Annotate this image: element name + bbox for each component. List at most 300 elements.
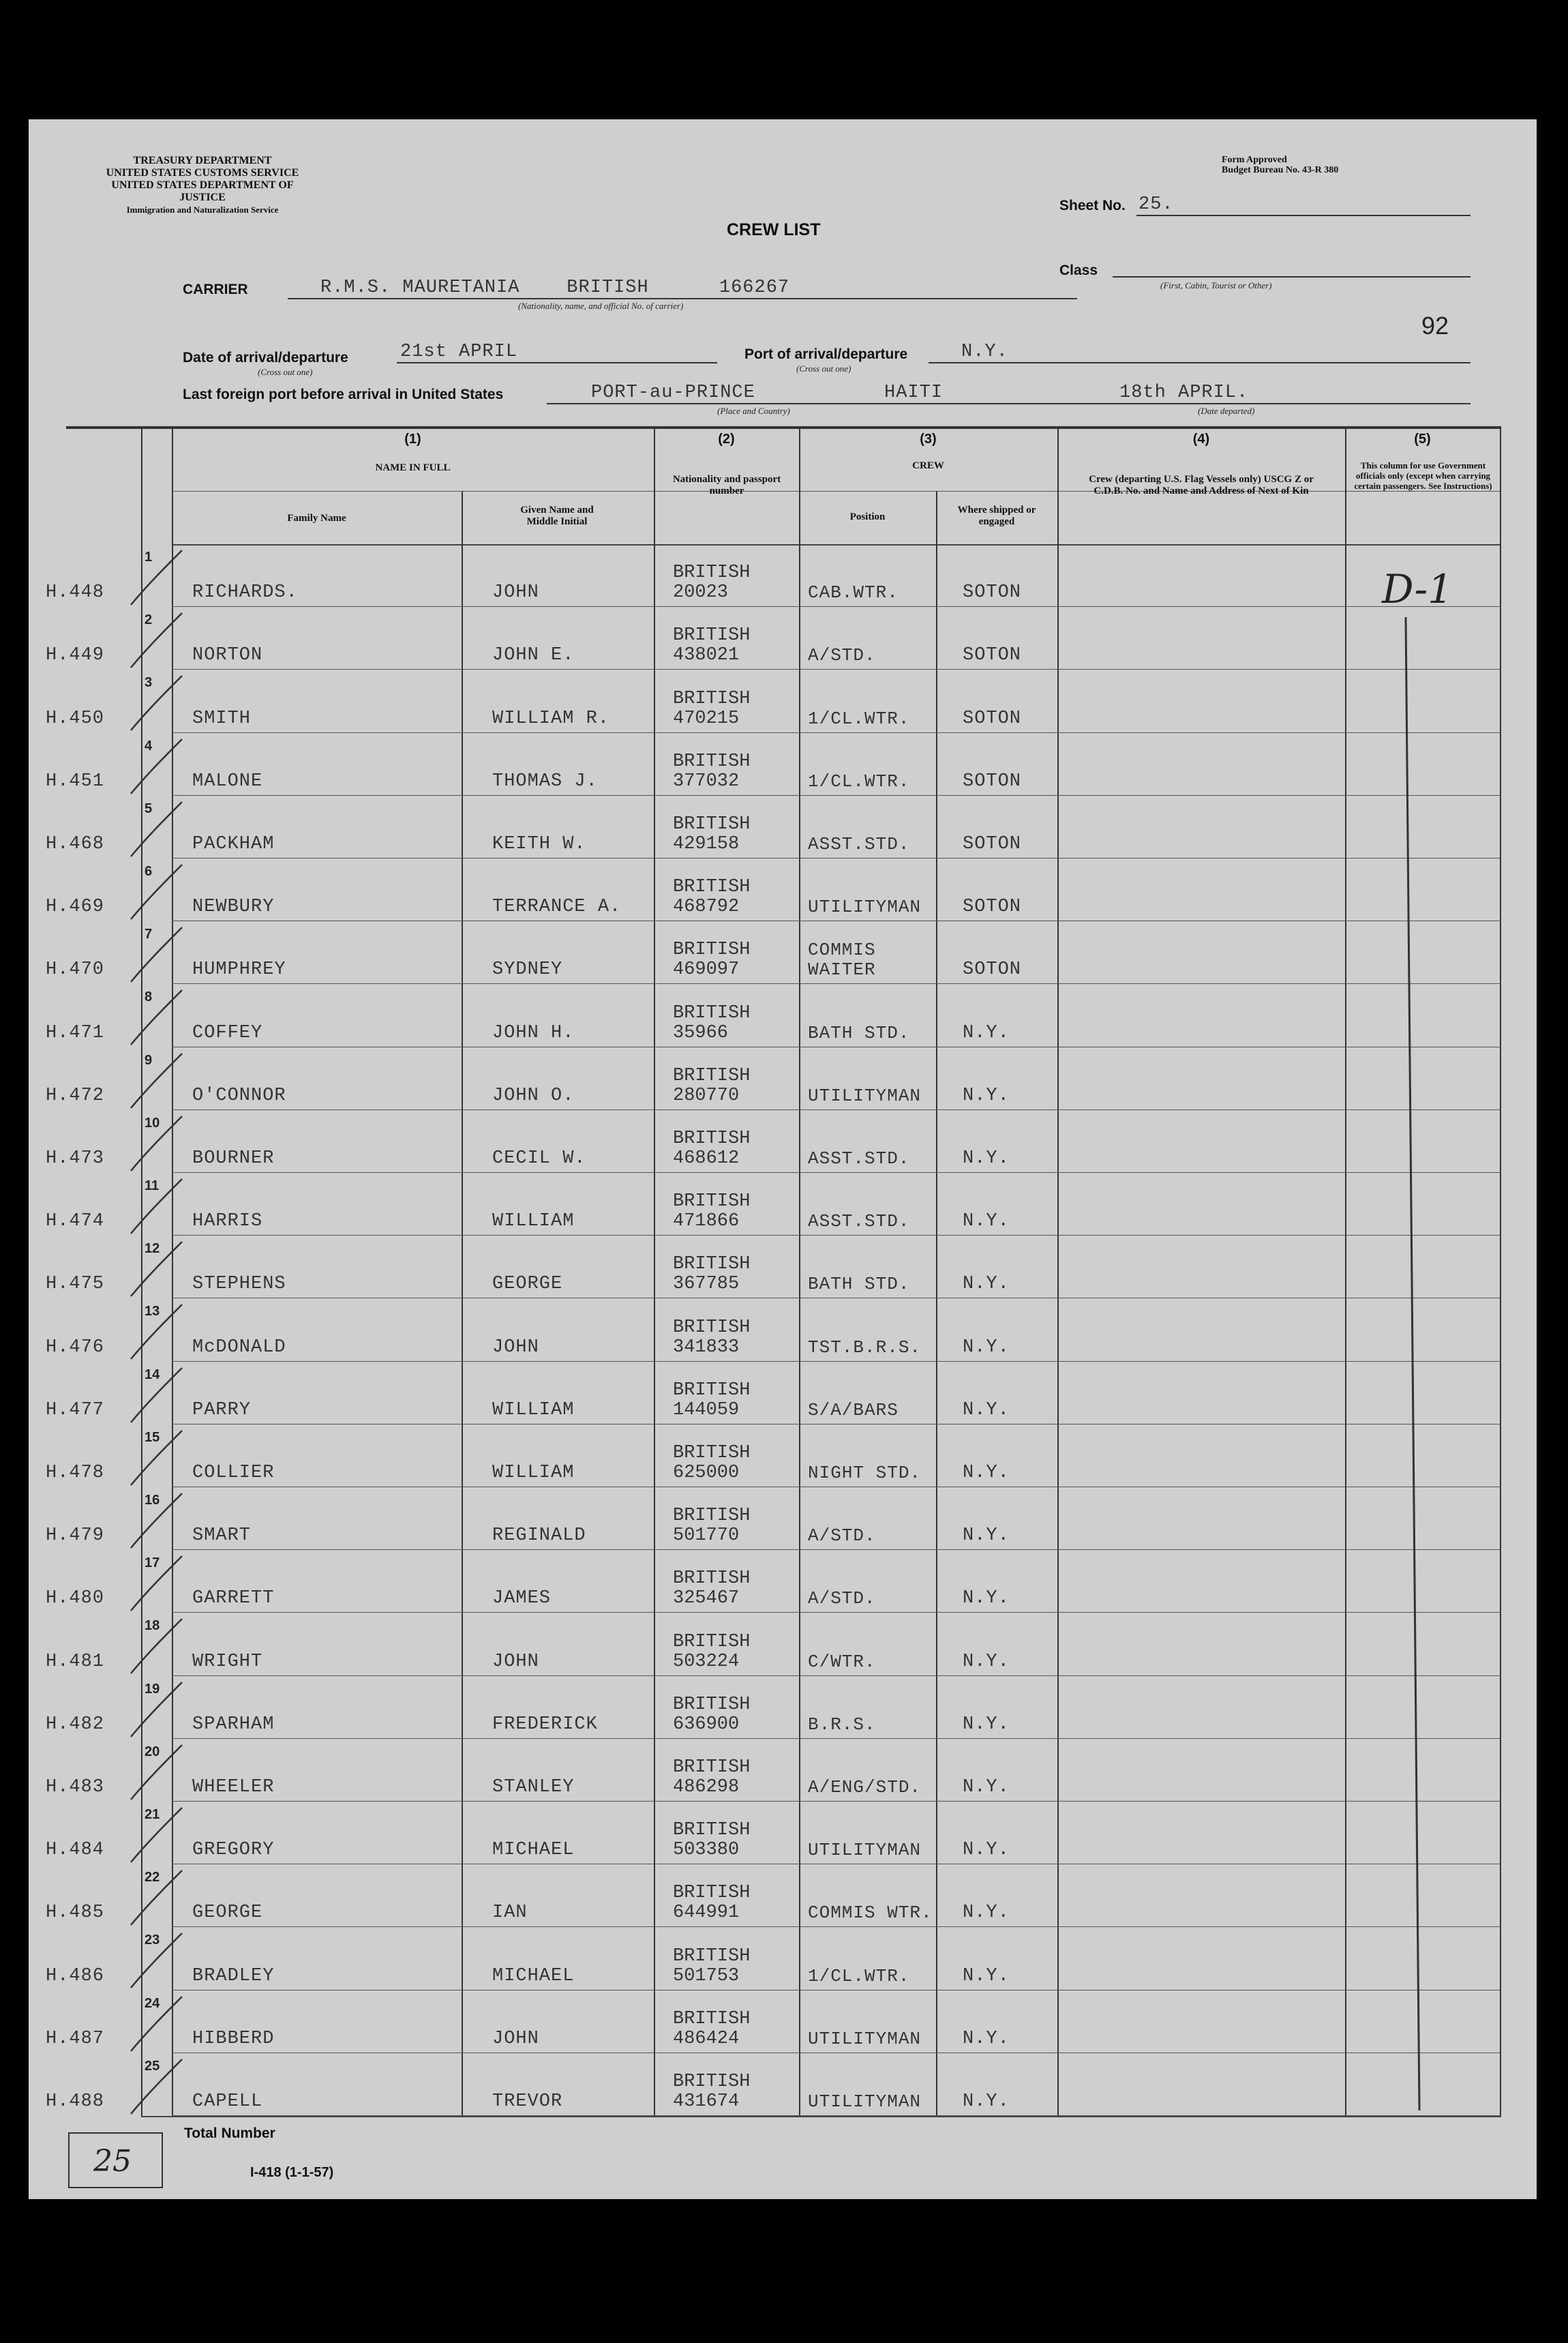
nationality-passport (673, 1695, 750, 1735)
table-bottom-rule (141, 2116, 1501, 2117)
position: A/STD. (808, 1525, 876, 1547)
nationality-passport (673, 1883, 750, 1923)
check-mark-icon (124, 1301, 192, 1362)
family-name: GEORGE (192, 1902, 263, 1924)
nationality: BRITISH (673, 1568, 751, 1590)
check-mark-icon (124, 1742, 192, 1803)
nationality-passport (673, 1569, 750, 1609)
ref-number: H.471 (46, 1022, 105, 1043)
nationality: BRITISH (673, 563, 751, 584)
check-mark-icon (124, 1804, 192, 1866)
nationality-passport (673, 563, 750, 603)
ref-number: H.484 (46, 1840, 105, 1861)
table-top-rule (66, 426, 1501, 429)
passport-number: 625000 (673, 1462, 740, 1483)
check-mark-icon (124, 1238, 192, 1300)
position: COMMIS WAITER (808, 940, 876, 981)
position: C/WTR. (808, 1651, 876, 1672)
family-name: GARRETT (192, 1588, 275, 1609)
given-name: JOHN E. (492, 645, 575, 666)
dept-line: Immigration and Naturalization Service (126, 205, 279, 215)
given-name: WILLIAM (492, 1399, 575, 1420)
crew-header: CREW (912, 460, 944, 471)
passport-number: 341833 (673, 1337, 740, 1358)
ref-number: H.451 (46, 771, 105, 792)
position-header: Position (849, 511, 886, 522)
nationality-passport (673, 1632, 750, 1672)
passport-number: 644991 (673, 1902, 740, 1924)
ref-number: H.486 (46, 1965, 105, 1986)
shipped-header: Where shipped or engaged (957, 505, 1036, 527)
given-name: JAMES (492, 1588, 552, 1609)
nationality: BRITISH (673, 2008, 751, 2029)
gov-header: This column for use Government officials only (except when carrying certain passengers. See Instructions) (1354, 460, 1492, 491)
table-row (29, 1173, 1537, 1236)
ref-number: H.468 (46, 833, 105, 854)
given-name: TERRANCE A. (492, 897, 622, 918)
nationality-header: Nationality and passport number (672, 474, 781, 496)
check-mark-icon (124, 799, 192, 860)
given-name: JOHN (492, 1651, 539, 1672)
shipped-port: N.Y. (963, 1902, 1010, 1924)
given-name: MICHAEL (492, 1965, 575, 1986)
check-mark-icon (124, 1993, 192, 2055)
table-row (29, 1110, 1537, 1173)
family-name: WRIGHT (192, 1651, 263, 1672)
row-number: 15 (145, 1429, 160, 1445)
nationality: BRITISH (673, 1757, 751, 1778)
dept-line: UNITED STATES DEPARTMENT OF JUSTICE (111, 179, 294, 203)
row-number: 8 (145, 989, 153, 1005)
shipped-port: N.Y. (963, 1337, 1010, 1358)
shipped-port: N.Y. (963, 1776, 1010, 1797)
col4-number: (4) (1192, 432, 1210, 447)
form-approved (1222, 155, 1426, 175)
shipped-port: SOTON (963, 708, 1022, 729)
check-mark-icon (124, 2056, 192, 2117)
total-number-box (68, 2132, 163, 2188)
check-mark-icon (124, 987, 192, 1048)
check-mark-icon (124, 924, 192, 985)
nationality: BRITISH (673, 1945, 751, 1967)
row-number: 9 (145, 1052, 153, 1068)
row-number: 7 (145, 927, 153, 942)
arrival-label: Date of arrival/departure (183, 350, 348, 365)
nationality-passport (673, 1947, 750, 1986)
position: S/A/BARS (808, 1399, 899, 1420)
table-row (29, 733, 1537, 796)
nationality-passport (673, 940, 750, 980)
nationality-passport (673, 1506, 750, 1546)
row-number: 25 (145, 2058, 160, 2074)
total-number-value: 25 (93, 2144, 132, 2179)
family-name: SMITH (192, 708, 252, 729)
passport-number: 144059 (673, 1399, 740, 1420)
given-name: MICHAEL (492, 1840, 575, 1861)
family-name: PARRY (192, 1399, 252, 1420)
nationality: BRITISH (673, 1883, 751, 1904)
department-heading (104, 155, 301, 216)
class-underline (1113, 276, 1471, 278)
passport-number: 503380 (673, 1840, 740, 1861)
position: A/STD. (808, 1588, 876, 1609)
family-name: BOURNER (192, 1148, 275, 1169)
passport-number: 486298 (673, 1776, 740, 1797)
family-name: McDONALD (192, 1337, 286, 1358)
carrier-underline (288, 298, 1077, 299)
nationality: BRITISH (673, 1254, 751, 1275)
row-number: 11 (145, 1178, 160, 1193)
shipped-port: N.Y. (963, 1399, 1010, 1420)
shipped-port: N.Y. (963, 1525, 1010, 1547)
row-number: 12 (145, 1241, 160, 1257)
position: UTILITYMAN (808, 2091, 922, 2112)
shipped-port: N.Y. (963, 2028, 1010, 2049)
ref-number: H.473 (46, 1148, 105, 1169)
table-row (29, 1864, 1537, 1927)
sheet-value: 25. (1139, 194, 1174, 215)
nationality-passport (673, 878, 750, 917)
nationality: BRITISH (673, 751, 751, 772)
given-name: WILLIAM R. (492, 708, 610, 729)
shipped-port: N.Y. (963, 1148, 1010, 1169)
shipped-port: N.Y. (963, 1651, 1010, 1672)
shipped-port: SOTON (963, 582, 1022, 603)
family-name: MALONE (192, 771, 263, 792)
class-label: Class (1059, 263, 1098, 278)
carrier-hint: (Nationality, name, and official No. of carrier) (518, 301, 684, 311)
carrier-value: R.M.S. MAURETANIA BRITISH 166267 (320, 278, 790, 298)
nationality: BRITISH (673, 1128, 751, 1149)
nationality-passport (673, 1066, 750, 1106)
shipped-port: N.Y. (963, 1022, 1010, 1043)
kin-header: Crew (departing U.S. Flag Vessels only) USCG Z or C.D.B. No. and Name and Address of Next of Kin (1089, 474, 1314, 496)
ref-number: H.482 (46, 1714, 105, 1735)
check-mark-icon (124, 1427, 192, 1489)
total-number-label: Total Number (184, 2125, 275, 2141)
position: ASST.STD. (808, 1211, 910, 1232)
nationality-passport (673, 1444, 750, 1483)
check-mark-icon (124, 1553, 192, 1614)
given-name: CECIL W. (492, 1148, 586, 1169)
shipped-port: SOTON (963, 959, 1022, 981)
nationality-passport (673, 1255, 750, 1294)
shipped-port: N.Y. (963, 1085, 1010, 1106)
row-number: 23 (145, 1932, 160, 1948)
ref-number: H.474 (46, 1211, 105, 1232)
position: 1/CL.WTR. (808, 1965, 910, 1986)
row-number: 22 (145, 1870, 160, 1885)
passport-number: 636900 (673, 1714, 740, 1735)
arrival-hint: (Cross out one) (258, 367, 313, 377)
shipped-port: N.Y. (963, 1211, 1010, 1232)
position: B.R.S. (808, 1714, 876, 1735)
check-mark-icon (124, 1364, 192, 1426)
lastport-label: Last foreign port before arrival in United States (183, 387, 504, 402)
sheet-underline (1136, 215, 1471, 216)
row-number: 2 (145, 612, 153, 628)
nationality: BRITISH (673, 688, 751, 709)
family-name: HIBBERD (192, 2028, 275, 2049)
family-name: RICHARDS. (192, 582, 298, 603)
table-row (29, 1298, 1537, 1361)
nationality: BRITISH (673, 877, 751, 898)
passport-number: 471866 (673, 1211, 740, 1232)
nationality-passport (673, 815, 750, 854)
sheet-label: Sheet No. (1059, 198, 1126, 213)
given-name: THOMAS J. (492, 771, 598, 792)
given-name: SYDNEY (492, 959, 563, 981)
passport-number: 367785 (673, 1274, 740, 1295)
table-row (29, 607, 1537, 670)
passport-number: 486424 (673, 2028, 740, 2049)
shipped-port: N.Y. (963, 1462, 1010, 1483)
family-name: COLLIER (192, 1462, 275, 1483)
check-mark-icon (124, 861, 192, 923)
table-row (29, 1047, 1537, 1110)
ref-number: H.485 (46, 1902, 105, 1924)
arrival-underline (397, 362, 717, 363)
position: BATH STD. (808, 1022, 910, 1043)
passport-number: 470215 (673, 708, 740, 729)
col3-number: (3) (920, 432, 937, 447)
departed-underline (1031, 403, 1471, 404)
ref-number: H.480 (46, 1588, 105, 1609)
ref-number: H.481 (46, 1651, 105, 1672)
col2-number: (2) (718, 432, 735, 447)
ref-number: H.472 (46, 1085, 105, 1106)
ref-number: H.448 (46, 582, 105, 603)
family-name: SMART (192, 1525, 252, 1547)
family-name: GREGORY (192, 1840, 275, 1861)
position: 1/CL.WTR. (808, 708, 910, 729)
row-number: 13 (145, 1304, 160, 1319)
shipped-port: N.Y. (963, 1588, 1010, 1609)
position: ASST.STD. (808, 1148, 910, 1169)
departed-hint: (Date departed) (1198, 406, 1255, 416)
position: ASST.STD. (808, 833, 910, 854)
given-name-header: Given Name and Middle Initial (520, 505, 594, 527)
port-value: N.Y. (961, 342, 1008, 362)
nationality-passport (673, 2010, 750, 2049)
row-number: 3 (145, 675, 153, 691)
check-mark-icon (124, 547, 192, 608)
given-name: IAN (492, 1902, 528, 1924)
col5-number: (5) (1414, 432, 1431, 447)
page-number: 92 (1421, 312, 1449, 340)
nationality: BRITISH (673, 1694, 751, 1715)
given-name: WILLIAM (492, 1462, 575, 1483)
check-mark-icon (124, 1615, 192, 1677)
given-name: WILLIAM (492, 1211, 575, 1232)
given-name: JOHN (492, 1337, 539, 1358)
lastport-underline (547, 403, 1031, 404)
nationality-passport (673, 1381, 750, 1420)
passport-number: 377032 (673, 771, 740, 792)
passport-number: 501753 (673, 1965, 740, 1986)
page-title: CREW LIST (727, 220, 821, 239)
table-row (29, 1550, 1537, 1613)
given-name: JOHN (492, 2028, 539, 2049)
row-number: 6 (145, 864, 153, 879)
given-name: JOHN O. (492, 1085, 575, 1106)
dept-line: TREASURY DEPARTMENT (133, 155, 272, 166)
crew-list-form (29, 119, 1537, 2199)
form-approved-line: Form Approved (1222, 155, 1287, 165)
table-row (29, 544, 1537, 607)
check-mark-icon (124, 1930, 192, 1991)
ref-number: H.469 (46, 897, 105, 918)
check-mark-icon (124, 1490, 192, 1551)
check-mark-icon (124, 1113, 192, 1174)
row-number: 18 (145, 1618, 160, 1634)
shipped-port: SOTON (963, 645, 1022, 666)
given-name: GEORGE (492, 1274, 563, 1295)
position: CAB.WTR. (808, 582, 899, 603)
nationality-passport (673, 2072, 750, 2112)
table-row (29, 796, 1537, 859)
passport-number: 501770 (673, 1525, 740, 1547)
position: UTILITYMAN (808, 2028, 922, 2049)
nationality-passport (673, 1192, 750, 1232)
passport-number: 468792 (673, 897, 740, 918)
table-row (29, 2053, 1537, 2116)
check-mark-icon (124, 736, 192, 797)
col1-number: (1) (404, 432, 421, 447)
row-number: 1 (145, 550, 153, 565)
nationality: BRITISH (673, 1820, 751, 1841)
dept-line: UNITED STATES CUSTOMS SERVICE (106, 167, 299, 179)
position: NIGHT STD. (808, 1462, 922, 1483)
given-name: FREDERICK (492, 1714, 598, 1735)
shipped-port: N.Y. (963, 1965, 1010, 1986)
nationality: BRITISH (673, 1065, 751, 1086)
nationality: BRITISH (673, 1506, 751, 1527)
nationality-passport (673, 626, 750, 666)
nationality-passport (673, 1821, 750, 1860)
row-number: 17 (145, 1555, 160, 1571)
shipped-port: SOTON (963, 897, 1022, 918)
table-row (29, 1802, 1537, 1864)
table-row (29, 1362, 1537, 1424)
ref-number: H.487 (46, 2028, 105, 2049)
family-name: NEWBURY (192, 897, 275, 918)
nationality-passport (673, 1004, 750, 1043)
lastport-hint: (Place and Country) (717, 406, 790, 416)
port-underline (929, 362, 1471, 363)
family-name: CAPELL (192, 2091, 263, 2112)
port-hint: (Cross out one) (796, 363, 851, 374)
nationality-passport (673, 1129, 750, 1169)
check-mark-icon (124, 1867, 192, 1928)
table-row (29, 984, 1537, 1047)
given-name: REGINALD (492, 1525, 586, 1547)
ref-number: H.476 (46, 1337, 105, 1358)
family-name: WHEELER (192, 1776, 275, 1797)
family-name: NORTON (192, 645, 263, 666)
table-row (29, 1613, 1537, 1675)
row-number: 24 (145, 1995, 160, 2011)
check-mark-icon (124, 672, 192, 734)
nationality: BRITISH (673, 1191, 751, 1212)
table-row (29, 1487, 1537, 1550)
row-number: 4 (145, 738, 153, 753)
position: UTILITYMAN (808, 1085, 922, 1106)
table-row (29, 1990, 1537, 2053)
ref-number: H.478 (46, 1462, 105, 1483)
family-name: SPARHAM (192, 1714, 275, 1735)
passport-number: 431674 (673, 2091, 740, 2112)
row-number: 16 (145, 1493, 160, 1508)
nationality: BRITISH (673, 940, 751, 961)
table-row (29, 1424, 1537, 1487)
check-mark-icon (124, 1176, 192, 1237)
position: A/STD. (808, 645, 876, 666)
lastport-place: PORT-au-PRINCE (591, 383, 755, 403)
shipped-port: SOTON (963, 771, 1022, 792)
position: BATH STD. (808, 1274, 910, 1295)
position: 1/CL.WTR. (808, 771, 910, 792)
passport-number: 438021 (673, 645, 740, 666)
passport-number: 469097 (673, 959, 740, 981)
handwritten-vertical-line (1392, 617, 1433, 2117)
ref-number: H.470 (46, 959, 105, 981)
position: UTILITYMAN (808, 1840, 922, 1861)
form-code: I-418 (1-1-57) (250, 2165, 334, 2180)
row-number: 14 (145, 1367, 160, 1382)
ref-number: H.450 (46, 708, 105, 729)
table-row (29, 1236, 1537, 1298)
nationality-passport (673, 1758, 750, 1797)
position: COMMIS WTR. (808, 1902, 933, 1924)
check-mark-icon (124, 610, 192, 671)
nationality: BRITISH (673, 1379, 751, 1401)
carrier-label: CARRIER (183, 282, 248, 297)
lastport-country: HAITI (884, 383, 944, 403)
row-number: 20 (145, 1744, 160, 1759)
passport-number: 503224 (673, 1651, 740, 1672)
nationality-passport (673, 689, 750, 729)
table-row (29, 670, 1537, 732)
col1-label: NAME IN FULL (375, 462, 451, 473)
table-row (29, 1927, 1537, 1990)
row-number: 21 (145, 1807, 160, 1822)
passport-number: 20023 (673, 582, 729, 603)
family-name: COFFEY (192, 1022, 263, 1043)
family-name-header: Family Name (287, 513, 346, 524)
table-row (29, 1676, 1537, 1739)
given-name: KEITH W. (492, 833, 586, 854)
port-label: Port of arrival/departure (744, 346, 908, 362)
ref-number: H.449 (46, 645, 105, 666)
passport-number: 468612 (673, 1148, 740, 1169)
table-row (29, 1739, 1537, 1802)
table-row (29, 921, 1537, 984)
family-name: O'CONNOR (192, 1085, 286, 1106)
nationality: BRITISH (673, 1442, 751, 1463)
arrival-value: 21st APRIL (400, 342, 518, 362)
family-name: PACKHAM (192, 833, 275, 854)
row-divider (172, 2115, 1501, 2116)
given-name: JOHN (492, 582, 539, 603)
position: A/ENG/STD. (808, 1776, 922, 1797)
shipped-port: SOTON (963, 833, 1022, 854)
family-name: HUMPHREY (192, 959, 286, 981)
nationality-passport (673, 752, 750, 792)
passport-number: 280770 (673, 1085, 740, 1106)
nationality: BRITISH (673, 814, 751, 835)
table-row (29, 859, 1537, 921)
